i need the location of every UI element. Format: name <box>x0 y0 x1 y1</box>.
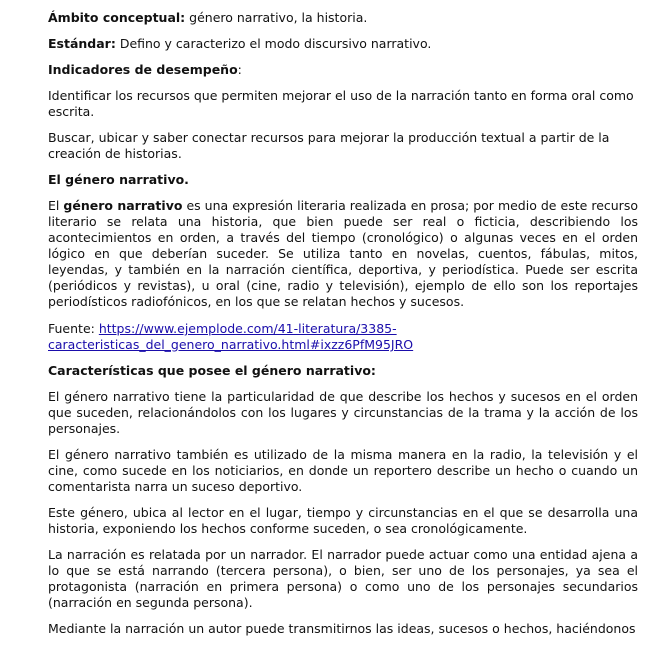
section-heading-caracteristicas <box>48 363 638 379</box>
source-label: Fuente: <box>48 321 99 336</box>
caracteristicas-paragraph-4: La narración es relatada por un narrador. El narrador puede actuar como una entidad ajena a lo que se está narrando (tercera persona), o bien, ser uno de los personajes, ya sea el protagonista (narración en primera persona) o como uno de los personajes secundarios (narración en segunda persona). <box>48 547 638 610</box>
ambito-line <box>48 10 638 26</box>
section1-intro-paragraph <box>48 198 638 310</box>
estandar-value: Defino y caracterizo el modo discursivo narrativo. <box>115 36 432 51</box>
indicadores-heading <box>48 62 638 78</box>
section2-heading-text: Características que posee el género narrativo: <box>48 363 376 378</box>
caracteristicas-paragraph-3: Este género, ubica al lector en el lugar, tiempo y circunstancias en el que se desarrolla una historia, exponiendo los hechos conforme suceden, o sea cronológicamente. <box>48 505 638 536</box>
intro-post: es una expresión literaria realizada en prosa; por medio de este recurso literario se relata una historia, que bien puede ser real o ficticia, describiendo los acontecimientos en orden, a través del tiempo (cronológico) o algunas veces en el orden lógico en que deberían suceder. Se utiliza tanto en novelas, cuentos, fábulas, mitos, leyendas, y también en la narración científica, deportiva, y periodística. Puede ser escrita (periódicos y revistas), u oral (cine, radio y televisión), ejemplo de ello son los reportajes periodísticos radiofónicos, en los que se relatan hechos y sucesos. <box>48 198 638 309</box>
estandar-label: Estándar: <box>48 36 116 51</box>
ambito-value: género narrativo, la historia. <box>185 10 368 25</box>
source-link[interactable]: https://www.ejemplode.com/41-literatura/3385-caracteristicas_del_genero_narrativo.html#ixzz6PfM95JRO <box>48 321 414 352</box>
ambito-label: Ámbito conceptual: <box>48 10 186 25</box>
section1-heading-text: El género narrativo. <box>48 172 189 187</box>
source-line <box>48 321 638 353</box>
indicator-item-2: Buscar, ubicar y saber conectar recursos para mejorar la producción textual a partir de la creación de historias. <box>48 130 610 161</box>
document-page <box>48 10 638 647</box>
caracteristicas-paragraph-1: El género narrativo tiene la particularidad de que describe los hechos y sucesos en el orden que suceden, relacionándolos con los lugares y circunstancias de la trama y la acción de los personajes. <box>48 389 638 436</box>
indicadores-colon: : <box>237 62 242 77</box>
caracteristicas-paragraph-5: Mediante la narración un autor puede transmitirnos las ideas, sucesos o hechos, haciéndonos <box>48 621 636 636</box>
section-heading-genero-narrativo <box>48 172 638 188</box>
intro-pre: El <box>48 198 64 213</box>
estandar-line <box>48 36 638 52</box>
indicadores-label: Indicadores de desempeño <box>48 62 238 77</box>
intro-bold-term: género narrativo <box>63 198 183 213</box>
caracteristicas-paragraph-2: El género narrativo también es utilizado de la misma manera en la radio, la televisión y el cine, como sucede en los noticiarios, en donde un reportero describe un hecho o cuando un comentarista narra un suceso deportivo. <box>48 447 638 494</box>
indicator-item-1: Identificar los recursos que permiten mejorar el uso de la narración tanto en forma oral como escrita. <box>48 88 634 119</box>
